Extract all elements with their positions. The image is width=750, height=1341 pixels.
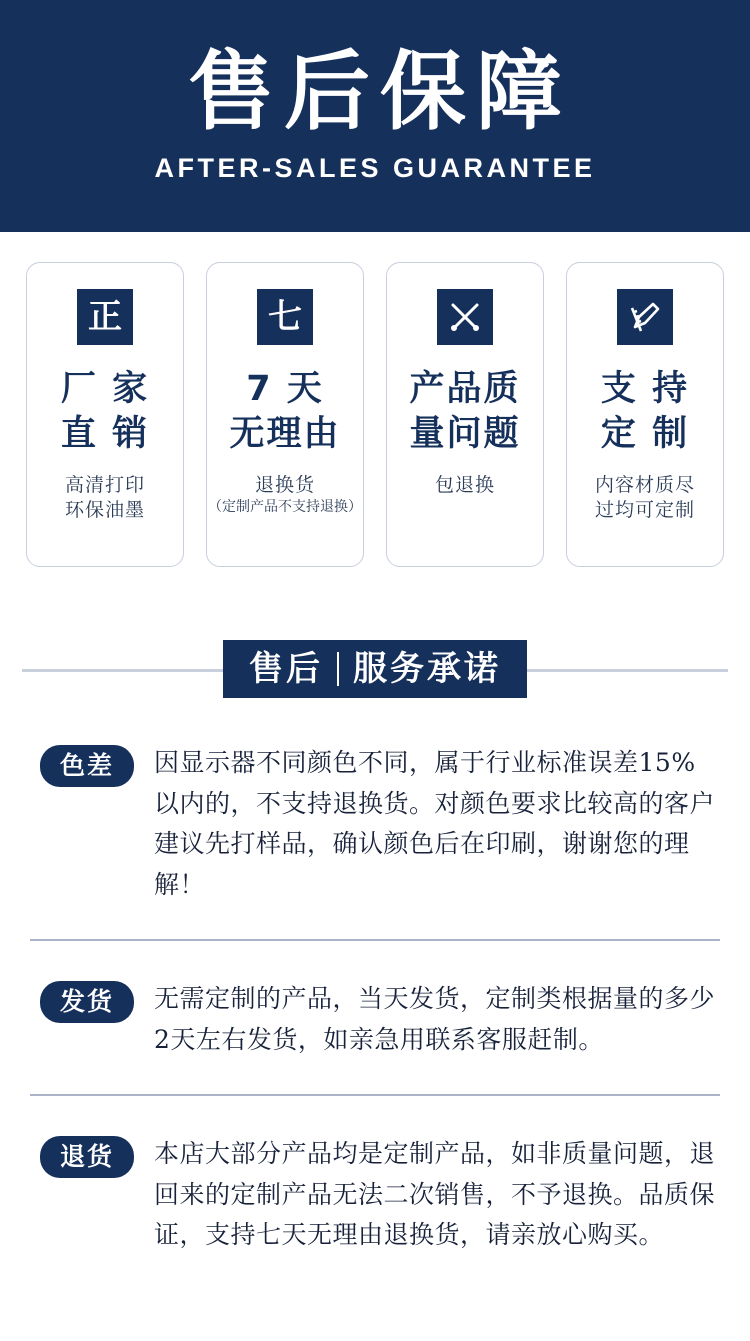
feature-card <box>386 262 544 567</box>
section-label-right: 服务承诺 <box>353 649 501 689</box>
tools-icon <box>437 289 493 345</box>
section-heading <box>0 639 750 699</box>
feature-card-title-line2: 定 制 <box>600 413 690 454</box>
feature-card <box>566 262 724 567</box>
feature-card-desc-line2: （定制产品不支持退换） <box>208 499 362 516</box>
feature-card-title-line1: 7 天 <box>246 369 324 409</box>
promise-tag: 发货 <box>40 981 134 1023</box>
feature-card-desc-line1: 退换货 <box>254 473 315 496</box>
section-label-left: 售后 <box>249 649 323 689</box>
feature-card-title-line1: 产品质 <box>409 369 521 409</box>
feature-card-title-line2: 量问题 <box>409 413 521 454</box>
feature-card-desc-line2: 环保油墨 <box>64 499 145 522</box>
feature-card <box>26 262 184 567</box>
page-subtitle: AFTER-SALES GUARANTEE <box>154 152 596 183</box>
feature-card-title-line2: 直 销 <box>60 413 150 454</box>
feature-card-desc-line1: 内容材质尽 <box>594 473 695 496</box>
section-label <box>223 640 527 698</box>
feature-card-title-line1: 支 持 <box>600 369 690 409</box>
promise-text: 本店大部分产品均是定制产品，如非质量问题，退回来的定制产品无法二次销售，不予退换。品质保证，支持七天无理由退换货，请亲放心购买。 <box>154 1139 716 1249</box>
header-banner <box>0 0 750 232</box>
badge-qi: 七 <box>257 289 313 345</box>
page-title: 售后保障 <box>188 41 572 142</box>
feature-card-desc-line2: 过均可定制 <box>594 499 695 522</box>
feature-card-title <box>229 367 340 457</box>
promise-tag: 退货 <box>40 1136 134 1178</box>
feature-card-desc <box>435 473 495 499</box>
promise-tag: 色差 <box>40 745 134 787</box>
feature-card-desc-line1: 包退换 <box>434 473 495 496</box>
promise-text: 因显示器不同颜色不同，属于行业标准误差15%以内的，不支持退换货。对颜色要求比较高的客户建议先打样品，确认颜色后在印刷，谢谢您的理解！ <box>154 748 716 899</box>
promise-text: 无需定制的产品，当天发货，定制类根据量的多少2天左右发货，如亲急用联系客服赶制。 <box>154 984 716 1054</box>
badge-zheng: 正 <box>77 289 133 345</box>
feature-card-title <box>601 367 689 457</box>
feature-card-desc-line1: 高清打印 <box>64 473 145 496</box>
promise-list <box>0 743 750 1290</box>
pencil-ruler-icon <box>617 289 673 345</box>
promise-item-shipping <box>30 939 720 1094</box>
feature-card-title-line2: 无理由 <box>229 413 341 454</box>
feature-card-desc <box>595 473 695 524</box>
promise-item-returns <box>30 1094 720 1290</box>
feature-card-list <box>0 232 750 567</box>
feature-card-title-line1: 厂 家 <box>60 369 150 409</box>
promise-item-color-difference <box>30 743 720 939</box>
feature-card-title <box>409 367 520 457</box>
feature-card-title <box>61 367 149 457</box>
feature-card-desc <box>208 473 362 518</box>
feature-card-desc <box>65 473 145 524</box>
section-label-divider <box>337 652 339 686</box>
feature-card <box>206 262 364 567</box>
